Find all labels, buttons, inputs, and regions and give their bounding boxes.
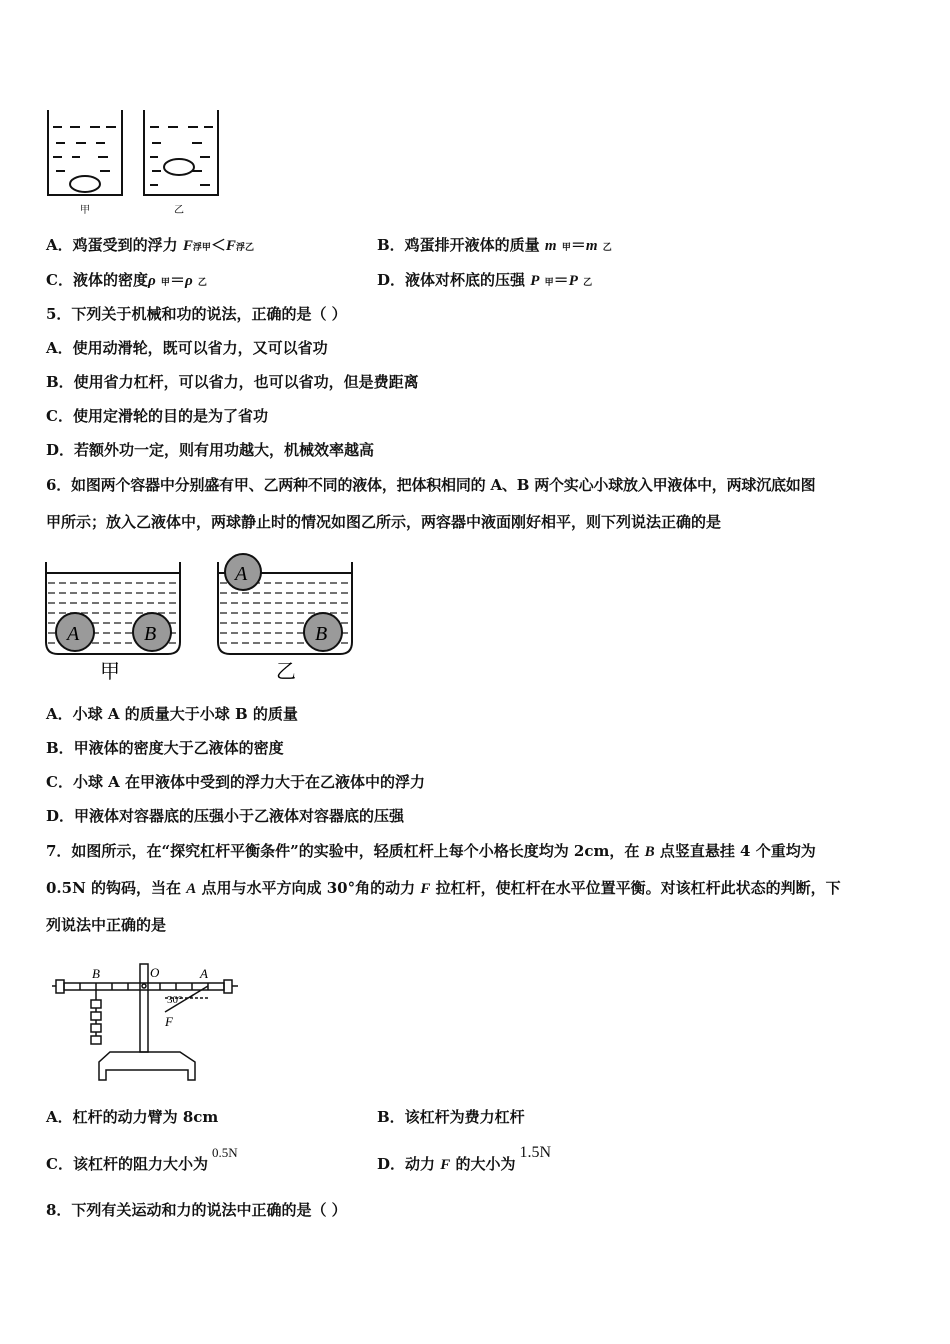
q5-option-d: D．若额外功一定，则有用功越大，机械效率越高 bbox=[46, 441, 375, 459]
svg-text:O: O bbox=[150, 965, 160, 980]
q6-option-b: B．甲液体的密度大于乙液体的密度 bbox=[46, 739, 284, 757]
egg-jia bbox=[70, 176, 100, 192]
q6-stem-line2: 甲所示；放入乙液体中，两球静止时的情况如图乙所示，两容器中液面刚好相平，则下列说法正确的是 bbox=[46, 513, 722, 531]
svg-text:F: F bbox=[165, 1014, 173, 1029]
label-yi: 乙 bbox=[276, 659, 296, 683]
egg-yi bbox=[164, 159, 194, 175]
svg-text:B: B bbox=[315, 623, 328, 645]
q6-option-c: C．小球 A 在甲液体中受到的浮力大于在乙液体中的浮力 bbox=[46, 773, 426, 791]
q5-stem: 5．下列关于机械和功的说法，正确的是（ ） bbox=[46, 305, 347, 323]
svg-text:A: A bbox=[200, 966, 208, 981]
label-jia: 甲 bbox=[100, 659, 120, 683]
svg-text:A: A bbox=[67, 623, 80, 645]
q4-option-b: B．鸡蛋排开液体的质量 m 甲＝m 乙 bbox=[377, 236, 612, 254]
svg-text:B: B bbox=[144, 623, 157, 645]
q8-stem: 8．下列有关运动和力的说法中正确的是（ ） bbox=[46, 1201, 347, 1219]
q7-option-b: B．该杠杆为费力杠杆 bbox=[377, 1108, 525, 1126]
svg-text:30°: 30° bbox=[167, 994, 183, 1006]
q7-stem-line2: 0.5N 的钩码，当在 A 点用与水平方向成 30°角的动力 F 拉杠杆，使杠杆在水平位置平衡。对该杠杆此状态的判断，下 bbox=[46, 879, 841, 897]
q6-option-d: D．甲液体对容器底的压强小于乙液体对容器底的压强 bbox=[46, 807, 405, 825]
lever-figure bbox=[50, 958, 250, 1088]
q5-option-a: A．使用动滑轮，既可以省力，又可以省功 bbox=[46, 339, 328, 357]
q5-option-b: B．使用省力杠杆，可以省力，也可以省功，但是费距离 bbox=[46, 373, 419, 391]
q7-option-d: D．动力 F 的大小为1.5N bbox=[377, 1144, 552, 1173]
egg-cups-figure bbox=[40, 105, 230, 220]
q7-stem-line3: 列说法中正确的是 bbox=[46, 916, 167, 934]
q4-option-d: D．液体对杯底的压强 P 甲＝P 乙 bbox=[377, 271, 593, 289]
svg-text:A: A bbox=[235, 563, 248, 585]
q6-stem-line1: 6．如图两个容器中分别盛有甲、乙两种不同的液体，把体积相同的 A、B 两个实心小球放入甲液体中，两球沉底如图 bbox=[46, 476, 816, 494]
q7-option-c: C．该杠杆的阻力大小为0.5N bbox=[46, 1145, 238, 1173]
svg-text:B: B bbox=[92, 966, 100, 981]
q7-stem-line1: 7．如图所示，在“探究杠杆平衡条件”的实验中，轻质杠杆上每个小格长度均为 2cm，在 B 点竖直悬挂 4 个重均为 bbox=[46, 842, 816, 860]
label-jia: 甲 bbox=[80, 205, 90, 216]
q6-option-a: A．小球 A 的质量大于小球 B 的质量 bbox=[46, 705, 298, 723]
q4-option-c: C．液体的密度ρ 甲＝ρ 乙 bbox=[46, 271, 207, 289]
balls-containers-figure bbox=[40, 550, 360, 685]
q5-option-c: C．使用定滑轮的目的是为了省功 bbox=[46, 407, 268, 425]
label-yi: 乙 bbox=[174, 205, 184, 216]
q7-option-a: A．杠杆的动力臂为 8cm bbox=[46, 1108, 219, 1126]
q4-option-a: A．鸡蛋受到的浮力 F浮甲＜F浮乙 bbox=[46, 236, 254, 254]
